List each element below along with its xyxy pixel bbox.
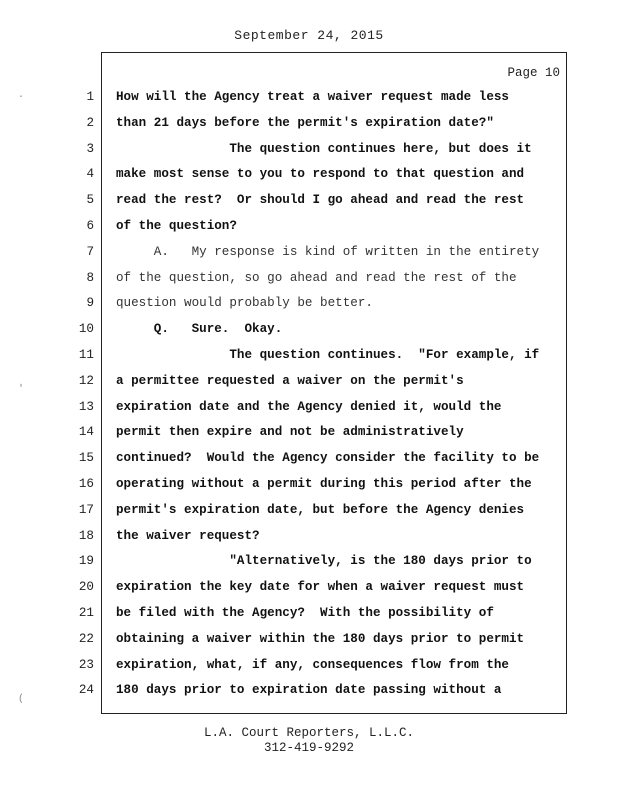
line-number: 18: [78, 528, 94, 543]
transcript-line: [0, 653, 618, 679]
line-number: 12: [78, 373, 94, 388]
line-number: 1: [86, 90, 94, 104]
line-number: 16: [78, 477, 94, 491]
transcript-line: [0, 240, 618, 266]
transcript-line: [0, 627, 618, 653]
line-number: 5: [86, 193, 94, 208]
transcript-line: [0, 85, 618, 111]
line-number: 19: [78, 554, 94, 569]
scan-speck: ·: [18, 92, 25, 103]
page-number: Page 10: [507, 66, 560, 80]
line-text: continued? Would the Agency consider the facility to be: [116, 451, 540, 466]
line-text: A. My response is kind of written in the entirety: [116, 244, 540, 259]
line-text: expiration, what, if any, consequences flow from the: [116, 657, 509, 672]
line-number: 6: [86, 219, 94, 233]
line-number: 17: [78, 502, 94, 517]
line-number: 13: [78, 399, 94, 414]
line-number: 3: [86, 141, 94, 156]
transcript-line: [0, 137, 618, 163]
footer: [0, 726, 618, 756]
line-number: 7: [86, 244, 94, 259]
transcript-line: [0, 188, 618, 214]
line-number: 23: [78, 657, 94, 672]
footer-company: L.A. Court Reporters, L.L.C.: [203, 726, 415, 740]
line-text: The question continues here, but does it: [116, 141, 532, 156]
line-text: question would probably be better.: [116, 296, 373, 311]
line-number: 22: [78, 631, 94, 646]
line-number: 24: [78, 683, 94, 698]
line-number: 14: [78, 425, 94, 440]
line-number: 9: [86, 296, 94, 311]
line-text: the waiver request?: [116, 528, 260, 543]
line-number: 15: [78, 451, 94, 466]
line-text: a permittee requested a waiver on the permit's: [116, 373, 464, 388]
scan-speck: ʹ: [18, 384, 25, 395]
line-number: 21: [78, 606, 94, 620]
line-text: make most sense to you to respond to that question and: [116, 167, 525, 182]
transcript-line: [0, 446, 618, 472]
line-text: 180 days prior to expiration date passing without a: [116, 683, 502, 698]
transcript-line: [0, 498, 618, 524]
line-text: be filed with the Agency? With the possibility of: [116, 606, 494, 620]
line-text: Q. Sure. Okay.: [116, 322, 283, 337]
transcript-line: [0, 214, 618, 240]
line-text: permit then expire and not be administratively: [116, 425, 464, 440]
scan-speck: (: [18, 694, 25, 705]
transcript-line: [0, 549, 618, 575]
line-text: operating without a permit during this period after the: [116, 477, 532, 491]
transcript-line: [0, 369, 618, 395]
transcript-line: [0, 266, 618, 292]
line-number: 2: [86, 115, 94, 130]
line-text: expiration date and the Agency denied it, would the: [116, 399, 502, 414]
line-number: 4: [86, 167, 94, 182]
transcript-line: [0, 291, 618, 317]
transcript-line: [0, 601, 618, 627]
line-text: of the question?: [116, 219, 237, 233]
transcript-line: [0, 162, 618, 188]
line-text: permit's expiration date, but before the Agency denies: [116, 502, 525, 517]
transcript-line: [0, 524, 618, 550]
line-text: "Alternatively, is the 180 days prior to: [116, 554, 532, 569]
line-text: of the question, so go ahead and read the rest of the: [116, 270, 517, 285]
footer-phone: 312-419-9292: [263, 741, 354, 755]
line-text: read the rest? Or should I go ahead and read the rest: [116, 193, 525, 208]
transcript-line: [0, 343, 618, 369]
line-number: 10: [78, 322, 94, 337]
transcript-line: [0, 575, 618, 601]
transcript-line: [0, 111, 618, 137]
line-number: 11: [78, 348, 94, 362]
line-text: obtaining a waiver within the 180 days prior to permit: [116, 631, 525, 646]
transcript-line: [0, 395, 618, 421]
transcript-line: [0, 317, 618, 343]
line-text: How will the Agency treat a waiver request made less: [116, 90, 509, 104]
line-text: than 21 days before the permit's expiration date?": [116, 115, 494, 130]
transcript-line: [0, 420, 618, 446]
line-number: 20: [78, 580, 94, 595]
transcript-line: [0, 472, 618, 498]
line-text: expiration the key date for when a waiver request must: [116, 580, 525, 595]
line-text: The question continues. "For example, if: [116, 348, 540, 362]
line-number: 8: [86, 270, 94, 285]
header-date: September 24, 2015: [234, 28, 384, 43]
transcript-line: [0, 678, 618, 704]
